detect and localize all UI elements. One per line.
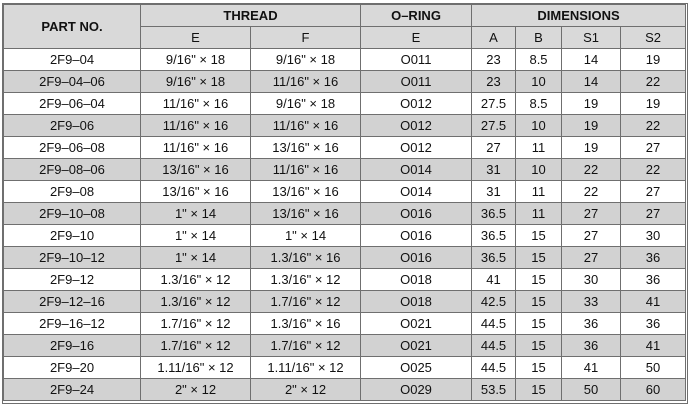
thread-f-cell: 1.3/16" × 16 [251,313,361,335]
oring-cell: O014 [361,159,472,181]
oring-cell: O011 [361,71,472,93]
table-row [4,71,686,93]
dim-a-cell: 31 [472,181,516,203]
header-thread: THREAD [141,5,361,27]
thread-e-cell: 1" × 14 [141,247,251,269]
dim-s1-cell: 30 [562,269,621,291]
header-dimensions: DIMENSIONS [472,5,686,27]
thread-e-cell: 1.3/16" × 12 [141,269,251,291]
dim-b-cell: 15 [516,225,562,247]
dim-b-cell: 15 [516,357,562,379]
dim-s1-cell: 14 [562,71,621,93]
thread-f-cell: 9/16" × 18 [251,93,361,115]
dim-b-cell: 15 [516,335,562,357]
table-row [4,291,686,313]
table-row [4,137,686,159]
part-no-cell: 2F9–06 [4,115,141,137]
dim-s2-cell: 27 [621,137,686,159]
table-row [4,93,686,115]
part-no-cell: 2F9–12–16 [4,291,141,313]
part-no-cell: 2F9–06–08 [4,137,141,159]
header-dim-s2: S2 [621,27,686,49]
dim-b-cell: 8.5 [516,49,562,71]
part-no-cell: 2F9–10–08 [4,203,141,225]
dim-a-cell: 41 [472,269,516,291]
thread-f-cell: 1.7/16" × 12 [251,291,361,313]
table-row [4,357,686,379]
thread-f-cell: 1" × 14 [251,225,361,247]
dim-s2-cell: 36 [621,313,686,335]
dim-a-cell: 27.5 [472,115,516,137]
dim-a-cell: 31 [472,159,516,181]
oring-cell: O018 [361,269,472,291]
thread-e-cell: 1.7/16" × 12 [141,335,251,357]
dim-s2-cell: 22 [621,115,686,137]
dim-s2-cell: 19 [621,49,686,71]
part-no-cell: 2F9–06–04 [4,93,141,115]
dim-s2-cell: 27 [621,181,686,203]
thread-f-cell: 2" × 12 [251,379,361,401]
dim-s1-cell: 19 [562,93,621,115]
oring-cell: O014 [361,181,472,203]
thread-e-cell: 9/16" × 18 [141,71,251,93]
thread-f-cell: 1.11/16" × 12 [251,357,361,379]
header-oring: O–RING [361,5,472,27]
dim-a-cell: 44.5 [472,313,516,335]
part-no-cell: 2F9–10 [4,225,141,247]
part-no-cell: 2F9–16–12 [4,313,141,335]
table-row [4,313,686,335]
dim-b-cell: 11 [516,203,562,225]
dim-s2-cell: 36 [621,247,686,269]
dim-s2-cell: 36 [621,269,686,291]
table-row [4,203,686,225]
thread-e-cell: 9/16" × 18 [141,49,251,71]
thread-e-cell: 1.3/16" × 12 [141,291,251,313]
dim-a-cell: 23 [472,49,516,71]
dim-s1-cell: 27 [562,247,621,269]
thread-f-cell: 13/16" × 16 [251,137,361,159]
dim-b-cell: 8.5 [516,93,562,115]
dim-b-cell: 10 [516,159,562,181]
oring-cell: O021 [361,313,472,335]
part-no-cell: 2F9–10–12 [4,247,141,269]
header-dim-a: A [472,27,516,49]
thread-f-cell: 11/16" × 16 [251,159,361,181]
dim-s2-cell: 22 [621,159,686,181]
table-row [4,181,686,203]
oring-cell: O012 [361,137,472,159]
thread-e-cell: 1" × 14 [141,225,251,247]
dim-s2-cell: 27 [621,203,686,225]
dim-b-cell: 10 [516,115,562,137]
oring-cell: O025 [361,357,472,379]
table-row [4,49,686,71]
table-row [4,335,686,357]
dim-s1-cell: 22 [562,181,621,203]
oring-cell: O016 [361,225,472,247]
dim-a-cell: 42.5 [472,291,516,313]
oring-cell: O011 [361,49,472,71]
part-no-cell: 2F9–04 [4,49,141,71]
dim-b-cell: 15 [516,313,562,335]
thread-e-cell: 1.11/16" × 12 [141,357,251,379]
oring-cell: O021 [361,335,472,357]
oring-cell: O029 [361,379,472,401]
spec-table [3,4,686,401]
thread-e-cell: 1.7/16" × 12 [141,313,251,335]
thread-f-cell: 11/16" × 16 [251,71,361,93]
oring-cell: O016 [361,247,472,269]
table-row [4,269,686,291]
dim-b-cell: 15 [516,269,562,291]
dim-a-cell: 36.5 [472,225,516,247]
thread-f-cell: 1.3/16" × 12 [251,269,361,291]
dim-s2-cell: 50 [621,357,686,379]
dim-s2-cell: 41 [621,335,686,357]
dim-s1-cell: 27 [562,225,621,247]
dim-s1-cell: 33 [562,291,621,313]
thread-e-cell: 11/16" × 16 [141,93,251,115]
thread-e-cell: 11/16" × 16 [141,115,251,137]
header-oring-e: E [361,27,472,49]
table-row [4,225,686,247]
header-thread-e: E [141,27,251,49]
dim-a-cell: 53.5 [472,379,516,401]
dim-a-cell: 23 [472,71,516,93]
part-no-cell: 2F9–08–06 [4,159,141,181]
dim-a-cell: 44.5 [472,335,516,357]
dim-s1-cell: 22 [562,159,621,181]
table-row [4,159,686,181]
thread-e-cell: 1" × 14 [141,203,251,225]
dim-s1-cell: 36 [562,313,621,335]
header-part-no: PART NO. [4,5,141,49]
table-row [4,115,686,137]
oring-cell: O012 [361,93,472,115]
dim-b-cell: 15 [516,379,562,401]
oring-cell: O012 [361,115,472,137]
oring-cell: O018 [361,291,472,313]
dim-s1-cell: 27 [562,203,621,225]
dim-b-cell: 10 [516,71,562,93]
dim-s1-cell: 41 [562,357,621,379]
dim-s1-cell: 19 [562,115,621,137]
dim-s2-cell: 22 [621,71,686,93]
dim-a-cell: 36.5 [472,203,516,225]
dim-s2-cell: 30 [621,225,686,247]
header-dim-s1: S1 [562,27,621,49]
header-dim-b: B [516,27,562,49]
dim-b-cell: 11 [516,137,562,159]
dim-a-cell: 44.5 [472,357,516,379]
part-no-cell: 2F9–12 [4,269,141,291]
thread-e-cell: 13/16" × 16 [141,181,251,203]
dim-s2-cell: 41 [621,291,686,313]
dim-a-cell: 27 [472,137,516,159]
table-body [4,49,686,401]
part-no-cell: 2F9–16 [4,335,141,357]
thread-f-cell: 1.7/16" × 12 [251,335,361,357]
dim-s1-cell: 50 [562,379,621,401]
thread-e-cell: 2" × 12 [141,379,251,401]
dim-b-cell: 15 [516,291,562,313]
dim-s1-cell: 19 [562,137,621,159]
thread-f-cell: 11/16" × 16 [251,115,361,137]
table-row [4,247,686,269]
oring-cell: O016 [361,203,472,225]
thread-f-cell: 1.3/16" × 16 [251,247,361,269]
part-no-cell: 2F9–04–06 [4,71,141,93]
dim-s1-cell: 36 [562,335,621,357]
part-no-cell: 2F9–08 [4,181,141,203]
thread-e-cell: 13/16" × 16 [141,159,251,181]
part-no-cell: 2F9–20 [4,357,141,379]
part-no-cell: 2F9–24 [4,379,141,401]
dim-s1-cell: 14 [562,49,621,71]
dim-s2-cell: 60 [621,379,686,401]
thread-f-cell: 9/16" × 18 [251,49,361,71]
thread-e-cell: 11/16" × 16 [141,137,251,159]
dim-s2-cell: 19 [621,93,686,115]
dim-a-cell: 36.5 [472,247,516,269]
thread-f-cell: 13/16" × 16 [251,203,361,225]
dim-b-cell: 11 [516,181,562,203]
header-thread-f: F [251,27,361,49]
table-row [4,379,686,401]
thread-f-cell: 13/16" × 16 [251,181,361,203]
dim-a-cell: 27.5 [472,93,516,115]
dim-b-cell: 15 [516,247,562,269]
